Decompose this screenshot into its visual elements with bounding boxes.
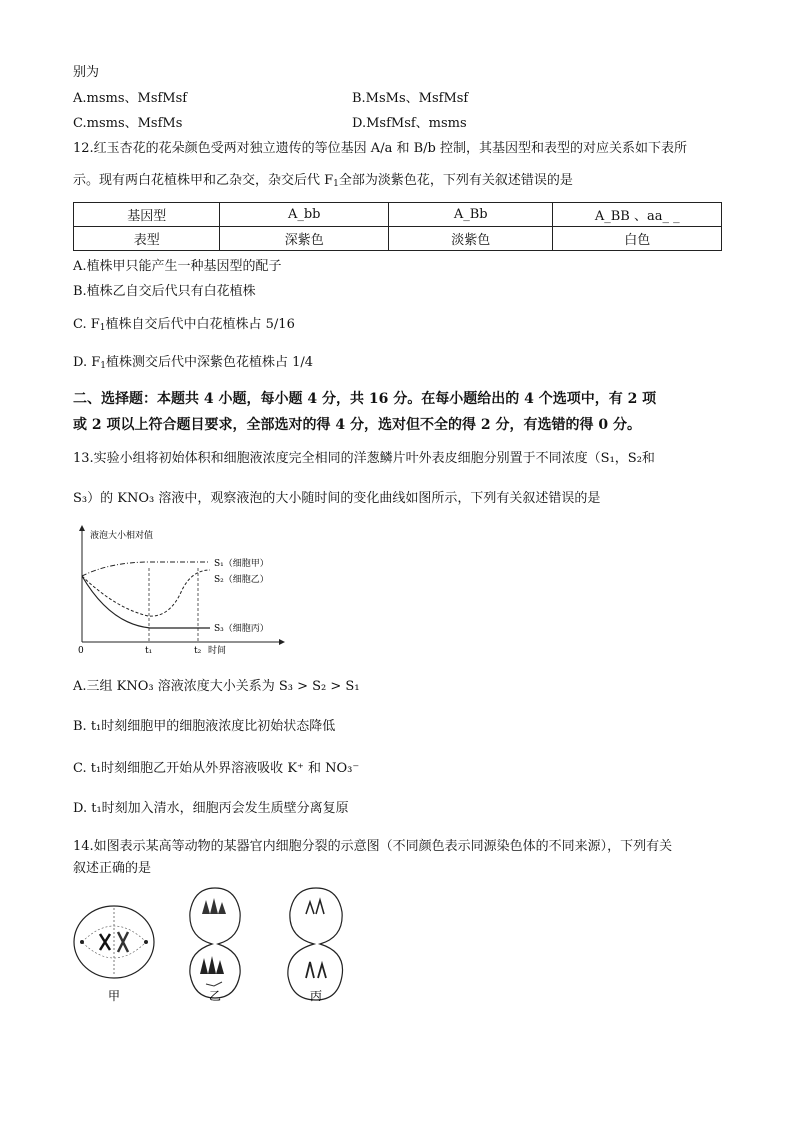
curve-s3 bbox=[82, 576, 210, 628]
q12-stem-line1: 12.红玉杏花的花朵颜色受两对独立遗传的等位基因 A/a 和 B/b 控制，其基因型和表型的对应关系如下表所 bbox=[73, 141, 687, 156]
genotype-table bbox=[73, 202, 722, 251]
q12-option-c: C. $F_1$植株自交后代中白花植株占 5/16 bbox=[73, 317, 295, 333]
cell-bing bbox=[288, 888, 343, 1000]
q12-option-a: A.植株甲只能产生一种基因型的配子 bbox=[73, 259, 282, 274]
table-cell: A_BB 、aa_ _ bbox=[553, 203, 722, 227]
q14-stem-line1: 14.如图表示某高等动物的某器官内细胞分裂的示意图（不同颜色表示同源染色体的不同来源），下列有关 bbox=[73, 839, 673, 854]
q12-option-b: B.植株乙自交后代只有白花植株 bbox=[73, 284, 256, 299]
curve-s2 bbox=[82, 570, 210, 616]
q13-option-d: D. t₁时刻加入清水，细胞丙会发生质壁分离复原 bbox=[73, 801, 349, 816]
origin-label: 0 bbox=[78, 646, 84, 656]
cell-jia bbox=[74, 906, 154, 978]
table-cell: A_Bb bbox=[388, 203, 553, 227]
option-c: C.msms、MsfMs bbox=[73, 116, 183, 131]
figure-label-jia: 甲 bbox=[108, 989, 121, 1003]
section-header-line1: 二、选择题：本题共 4 小题，每小题 4 分，共 16 分。在每小题给出的 4 个选项中，有 2 项 bbox=[73, 391, 657, 407]
table-cell: 深紫色 bbox=[220, 227, 388, 251]
figure-label-yi: 乙 bbox=[209, 989, 222, 1003]
table-cell: A_bb bbox=[220, 203, 388, 227]
t1-label: t₁ bbox=[145, 646, 153, 656]
table-row bbox=[74, 203, 722, 227]
q13-option-c: C. t₁时刻细胞乙开始从外界溶液吸收 K⁺ 和 NO₃⁻ bbox=[73, 761, 360, 776]
q13-option-a: A.三组 KNO₃ 溶液浓度大小关系为 S₃ > S₂ > S₁ bbox=[73, 679, 360, 694]
q12-stem-line2: 示。现有两白花植株甲和乙杂交，杂交后代 $F_1$全部为淡紫色花，下列有关叙述错误的是 bbox=[73, 173, 573, 189]
s3-label: S₃（细胞丙） bbox=[214, 624, 269, 634]
x-axis-label: 时间 bbox=[208, 646, 227, 656]
curve-s1 bbox=[82, 562, 210, 576]
q13-option-b: B. t₁时刻细胞甲的细胞液浓度比初始状态降低 bbox=[73, 719, 336, 734]
question-continuation: 别为 bbox=[73, 65, 100, 80]
option-a: A.msms、MsfMsf bbox=[73, 91, 188, 106]
table-header-cell: 基因型 bbox=[74, 203, 220, 227]
s1-label: S₁（细胞甲） bbox=[214, 559, 269, 569]
table-cell: 淡紫色 bbox=[388, 227, 553, 251]
cell-division-figure bbox=[70, 882, 370, 1004]
table-header-cell: 表型 bbox=[74, 227, 220, 251]
s2-label: S₂（细胞乙） bbox=[214, 575, 269, 585]
q13-stem-line1: 13.实验小组将初始体积和细胞液浓度完全相同的洋葱鳞片叶外表皮细胞分别置于不同浓度（S₁，S₂和 bbox=[73, 451, 655, 466]
table-cell: 白色 bbox=[553, 227, 722, 251]
option-b: B.MsMs、MsfMsf bbox=[352, 91, 469, 106]
t2-label: t₂ bbox=[194, 646, 202, 656]
option-d: D.MsfMsf、msms bbox=[352, 116, 467, 131]
y-axis-label: 液泡大小相对值 bbox=[90, 531, 154, 541]
cell-yi bbox=[190, 888, 240, 998]
q12-option-d: D. $F_1$植株测交后代中深紫色花植株占 1/4 bbox=[73, 355, 314, 371]
q14-stem-line2: 叙述正确的是 bbox=[73, 861, 152, 876]
section-header-line2: 或 2 项以上符合题目要求，全部选对的得 4 分，选对但不全的得 2 分，有选错的得 0 分。 bbox=[73, 417, 641, 433]
table-row bbox=[74, 227, 722, 251]
figure-label-bing: 丙 bbox=[310, 989, 323, 1003]
q13-stem-line2: S₃）的 KNO₃ 溶液中，观察液泡的大小随时间的变化曲线如图所示，下列有关叙述错误的是 bbox=[73, 491, 601, 506]
vacuole-size-graph bbox=[70, 520, 290, 658]
